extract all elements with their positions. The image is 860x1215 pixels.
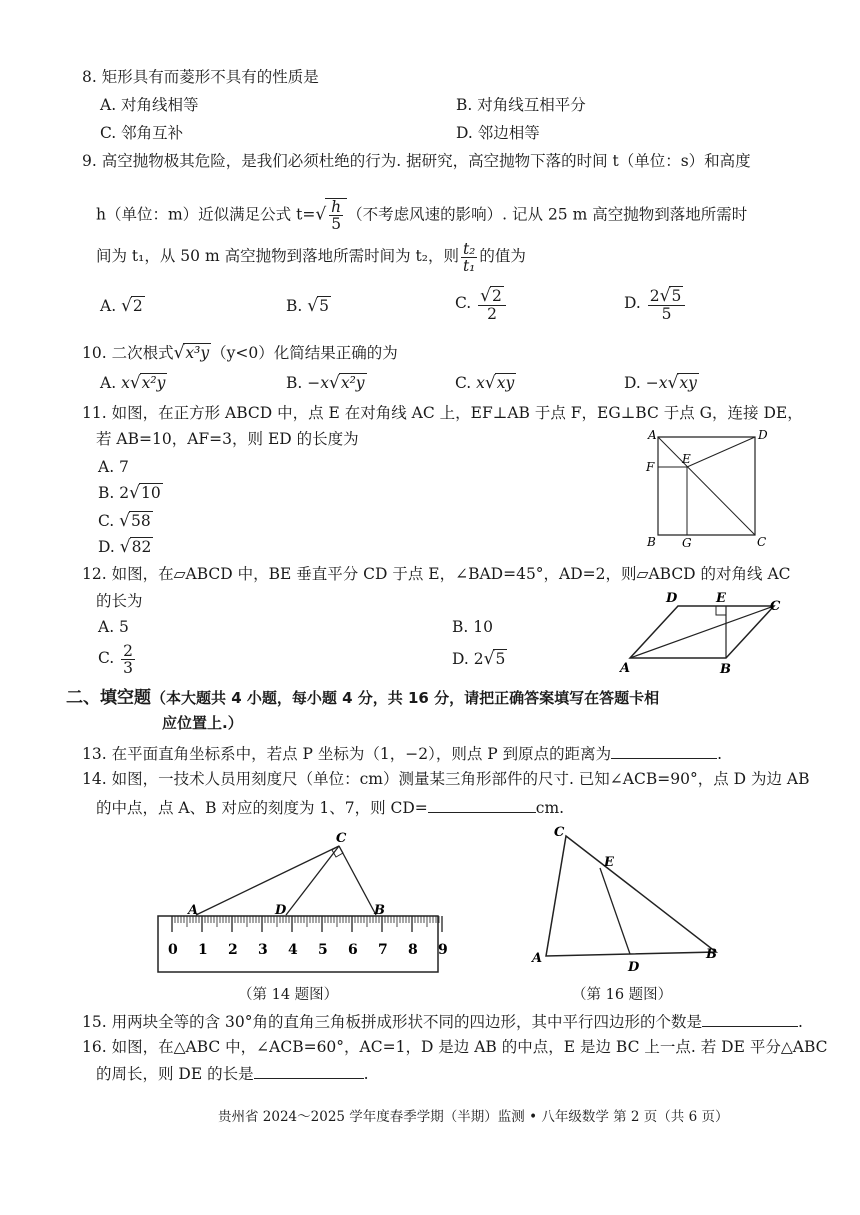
- q14-line1: 14. 如图，一技术人员用刻度尺（单位：cm）测量某三角形部件的尺寸. 已知∠ACB=90°，点 D 为边 AB: [82, 770, 810, 788]
- q12-line2: 的长为: [96, 592, 143, 610]
- q16-end: .: [363, 1065, 369, 1083]
- option-label: B.: [286, 374, 303, 392]
- radicand: x³y: [185, 344, 210, 362]
- radicand: xy: [496, 374, 515, 392]
- segment-de: [687, 437, 755, 467]
- right-angle-mark: [716, 606, 726, 615]
- radicand: 5: [319, 297, 329, 315]
- sqrt-sign: √: [480, 286, 492, 306]
- page-footer: 贵州省 2024～2025 学年度春季学期（半期）监测 • 八年级数学 第 2 页（共 6 页）: [218, 1109, 729, 1125]
- sqrt-sign: √: [129, 483, 140, 503]
- ruler-tick-label: 8: [408, 942, 418, 958]
- diagonal-ac: [658, 437, 755, 535]
- sqrt-sign: √: [667, 373, 679, 393]
- option-label: B. 2: [98, 484, 130, 502]
- q8-option-d: D. 邻边相等: [456, 124, 540, 142]
- q9-option-d: [624, 285, 687, 322]
- coef: x: [121, 374, 130, 392]
- sqrt-sign: √: [119, 511, 131, 531]
- label-f: F: [646, 460, 655, 474]
- diagonal-ac: [630, 606, 774, 658]
- q14-line2: [96, 796, 564, 819]
- q10-option-d: [624, 372, 699, 394]
- q14-caption: （第 14 题图）: [238, 987, 339, 1003]
- q12-figure: [618, 586, 798, 678]
- option-label: D.: [624, 374, 641, 392]
- ruler-tick-label: 1: [198, 942, 208, 958]
- radicand: 82: [131, 538, 152, 556]
- q11-line1: 11. 如图，在正方形 ABCD 中，点 E 在对角线 AC 上，EF⊥AB 于点 F，EG⊥BC 于点 G，连接 DE，: [82, 404, 803, 422]
- option-label: D.: [98, 538, 115, 556]
- frac-bot: t₁: [462, 256, 476, 275]
- label-a: A: [188, 903, 199, 918]
- section-note-2: 应位置上.）: [162, 714, 243, 732]
- radicand: x²y: [141, 374, 166, 392]
- segment-de: [600, 868, 630, 954]
- ruler-ticks: [168, 916, 448, 958]
- section2-header: [66, 686, 659, 710]
- q12-option-a: A. 5: [98, 618, 129, 636]
- q16-line1: 16. 如图，在△ABC 中，∠ACB=60°，AC=1，D 是边 AB 的中点，E 是边 BC 上一点. 若 DE 平分△ABC: [82, 1038, 828, 1056]
- q13-line: [82, 742, 722, 765]
- sqrt-sign: √: [129, 373, 141, 393]
- label-c: C: [554, 825, 565, 840]
- stem-b: （y<0）化简结果正确的为: [211, 344, 398, 362]
- frac-bot: 3: [123, 658, 134, 677]
- ruler-tick-label: 9: [438, 942, 448, 958]
- option-label: C.: [455, 294, 472, 312]
- sqrt-sign: √: [307, 296, 319, 316]
- label-c: C: [336, 831, 347, 846]
- sqrt-sign: √: [659, 286, 671, 306]
- coef: −x: [307, 374, 329, 392]
- label-b: B: [720, 662, 731, 677]
- label-c: C: [757, 535, 767, 549]
- q16-caption: （第 16 题图）: [572, 987, 673, 1003]
- ruler-tick-label: 0: [168, 942, 178, 958]
- option-label: A.: [100, 374, 117, 392]
- label-b: B: [647, 535, 656, 549]
- q14-figure: [150, 826, 450, 976]
- coef: x: [476, 374, 485, 392]
- q12-option-c: [98, 640, 137, 676]
- q10-stem: [82, 340, 398, 366]
- q9-line2b: （不考虑风速的影响）. 记从 25 m 高空抛物到落地所需时: [347, 205, 748, 224]
- q9-option-b: [286, 295, 331, 317]
- label-a: A: [648, 428, 657, 442]
- label-a: A: [532, 951, 543, 966]
- q12-line1: 12. 如图，在▱ABCD 中，BE 垂直平分 CD 于点 E，∠BAD=45°，AD=2，则▱ABCD 的对角线 AC: [82, 565, 791, 583]
- q11-option-c: [98, 510, 153, 532]
- ruler-tick-label: 6: [348, 942, 358, 958]
- label-b: B: [706, 947, 717, 962]
- q9-line3a: 间为 t₁，从 50 m 高空抛物到落地所需时间为 t₂，则: [96, 247, 459, 265]
- option-label: D. 2: [452, 650, 484, 668]
- q8-stem: 8. 矩形具有而菱形不具有的性质是: [82, 68, 319, 86]
- side-ac: [196, 846, 339, 915]
- label-d: D: [666, 591, 678, 606]
- q9-option-a: [100, 295, 145, 317]
- q10-option-b: [286, 372, 367, 394]
- q9-ratio-fraction: [461, 241, 477, 274]
- ruler-tick-label: 5: [318, 942, 328, 958]
- radicand: 10: [140, 484, 161, 502]
- q15-text: 15. 用两块全等的含 30°角的直角三角板拼成形状不同的四边形，其中平行四边形的个数是: [82, 1013, 702, 1031]
- label-c: C: [770, 599, 781, 614]
- q11-option-b: [98, 482, 163, 504]
- radicand: 2: [132, 297, 143, 315]
- q13-end: .: [717, 745, 723, 763]
- triangle-abc: [546, 836, 716, 956]
- answer-blank[interactable]: [254, 1062, 364, 1079]
- q10-option-a: [100, 372, 167, 394]
- q16-text: 的周长，则 DE 的长是: [96, 1065, 254, 1083]
- option-label: D.: [624, 294, 641, 312]
- label-d: D: [275, 903, 287, 918]
- median-cd: [286, 846, 339, 915]
- answer-blank[interactable]: [428, 796, 536, 813]
- q9-line3b: 的值为: [479, 247, 526, 265]
- option-label: C.: [98, 649, 115, 667]
- radicand: 5: [495, 650, 506, 668]
- q11-line2: 若 AB=10，AF=3，则 ED 的长度为: [96, 430, 359, 448]
- sqrt-sign: √: [484, 373, 496, 393]
- label-a: A: [620, 661, 631, 676]
- radicand: 2: [492, 287, 502, 305]
- side-bc: [339, 846, 376, 915]
- q15-end: .: [797, 1013, 803, 1031]
- sqrt-sign: √: [119, 537, 131, 557]
- sqrt-sign: √: [173, 343, 185, 363]
- radicand: x²y: [340, 374, 365, 392]
- option-label: C.: [98, 512, 115, 530]
- label-d: D: [758, 428, 768, 442]
- frac-bot: 5: [331, 215, 342, 233]
- q11-option-d: [98, 536, 153, 558]
- frac-bot: 2: [487, 305, 497, 323]
- q8-option-c: C. 邻角互补: [100, 124, 184, 142]
- q14-text: 的中点，点 A、B 对应的刻度为 1、7，则 CD=: [96, 799, 428, 817]
- option-fraction: [478, 286, 506, 322]
- frac-top: 2: [123, 641, 134, 660]
- section-title: 二、填空题: [66, 688, 151, 708]
- sqrt-sign: √: [121, 296, 132, 316]
- q10-option-c: [455, 372, 516, 394]
- option-label: A.: [100, 297, 117, 315]
- q13-text: 13. 在平面直角坐标系中，若点 P 坐标为（1，−2），则点 P 到原点的距离为: [82, 745, 612, 763]
- sqrt-sign: √: [329, 373, 340, 393]
- ruler-tick-label: 2: [228, 942, 238, 958]
- radicand: xy: [679, 374, 697, 392]
- q9-option-c: [455, 285, 508, 322]
- answer-blank[interactable]: [702, 1010, 798, 1027]
- ruler-tick-label: 4: [288, 942, 298, 958]
- frac-top: t₂: [462, 239, 476, 258]
- option-fraction: [648, 286, 686, 322]
- label-g: G: [682, 536, 692, 550]
- ruler-tick-label: 3: [258, 942, 268, 958]
- section-note-1: （本大题共 4 小题，每小题 4 分，共 16 分，请把正确答案填写在答题卡相: [151, 689, 660, 707]
- label-b: B: [374, 903, 385, 918]
- q16-line2: [96, 1062, 369, 1085]
- q16-figure: [526, 824, 726, 974]
- radicand: 58: [131, 512, 151, 530]
- option-fraction: [121, 643, 135, 676]
- q9-line3: [96, 240, 526, 274]
- q9-line1: 9. 高空抛物极其危险，是我们必须杜绝的行为. 据研究，高空抛物下落的时间 t（单位：s）和高度: [82, 152, 751, 170]
- q12-option-b: B. 10: [452, 618, 493, 636]
- q8-option-b: B. 对角线互相平分: [456, 96, 586, 114]
- coef: −x: [645, 374, 668, 392]
- frac-bot: 5: [661, 305, 672, 323]
- label-d: D: [628, 960, 640, 974]
- q12-option-d: [452, 648, 507, 670]
- q9-line2a: h（单位：m）近似满足公式 t=: [96, 205, 316, 224]
- q14-unit: cm.: [535, 799, 565, 817]
- q11-option-a: A. 7: [98, 458, 129, 476]
- q15-line: [82, 1010, 803, 1033]
- coef: 2: [649, 287, 660, 305]
- q11-figure: [640, 425, 770, 550]
- frac-top: h: [331, 198, 342, 216]
- q9-formula-fraction: [329, 199, 343, 232]
- radicand: 5: [671, 287, 682, 305]
- q9-line2: [96, 198, 747, 232]
- sqrt-sign: √: [315, 204, 327, 225]
- label-e: E: [716, 591, 726, 606]
- answer-blank[interactable]: [611, 742, 717, 759]
- label-e: E: [682, 452, 691, 466]
- label-e: E: [604, 855, 614, 870]
- option-label: C.: [455, 374, 472, 392]
- stem-a: 10. 二次根式: [82, 344, 174, 362]
- sqrt-sign: √: [483, 649, 495, 669]
- option-label: B.: [286, 297, 303, 315]
- ruler-tick-label: 7: [378, 942, 388, 958]
- q8-option-a: A. 对角线相等: [100, 96, 199, 114]
